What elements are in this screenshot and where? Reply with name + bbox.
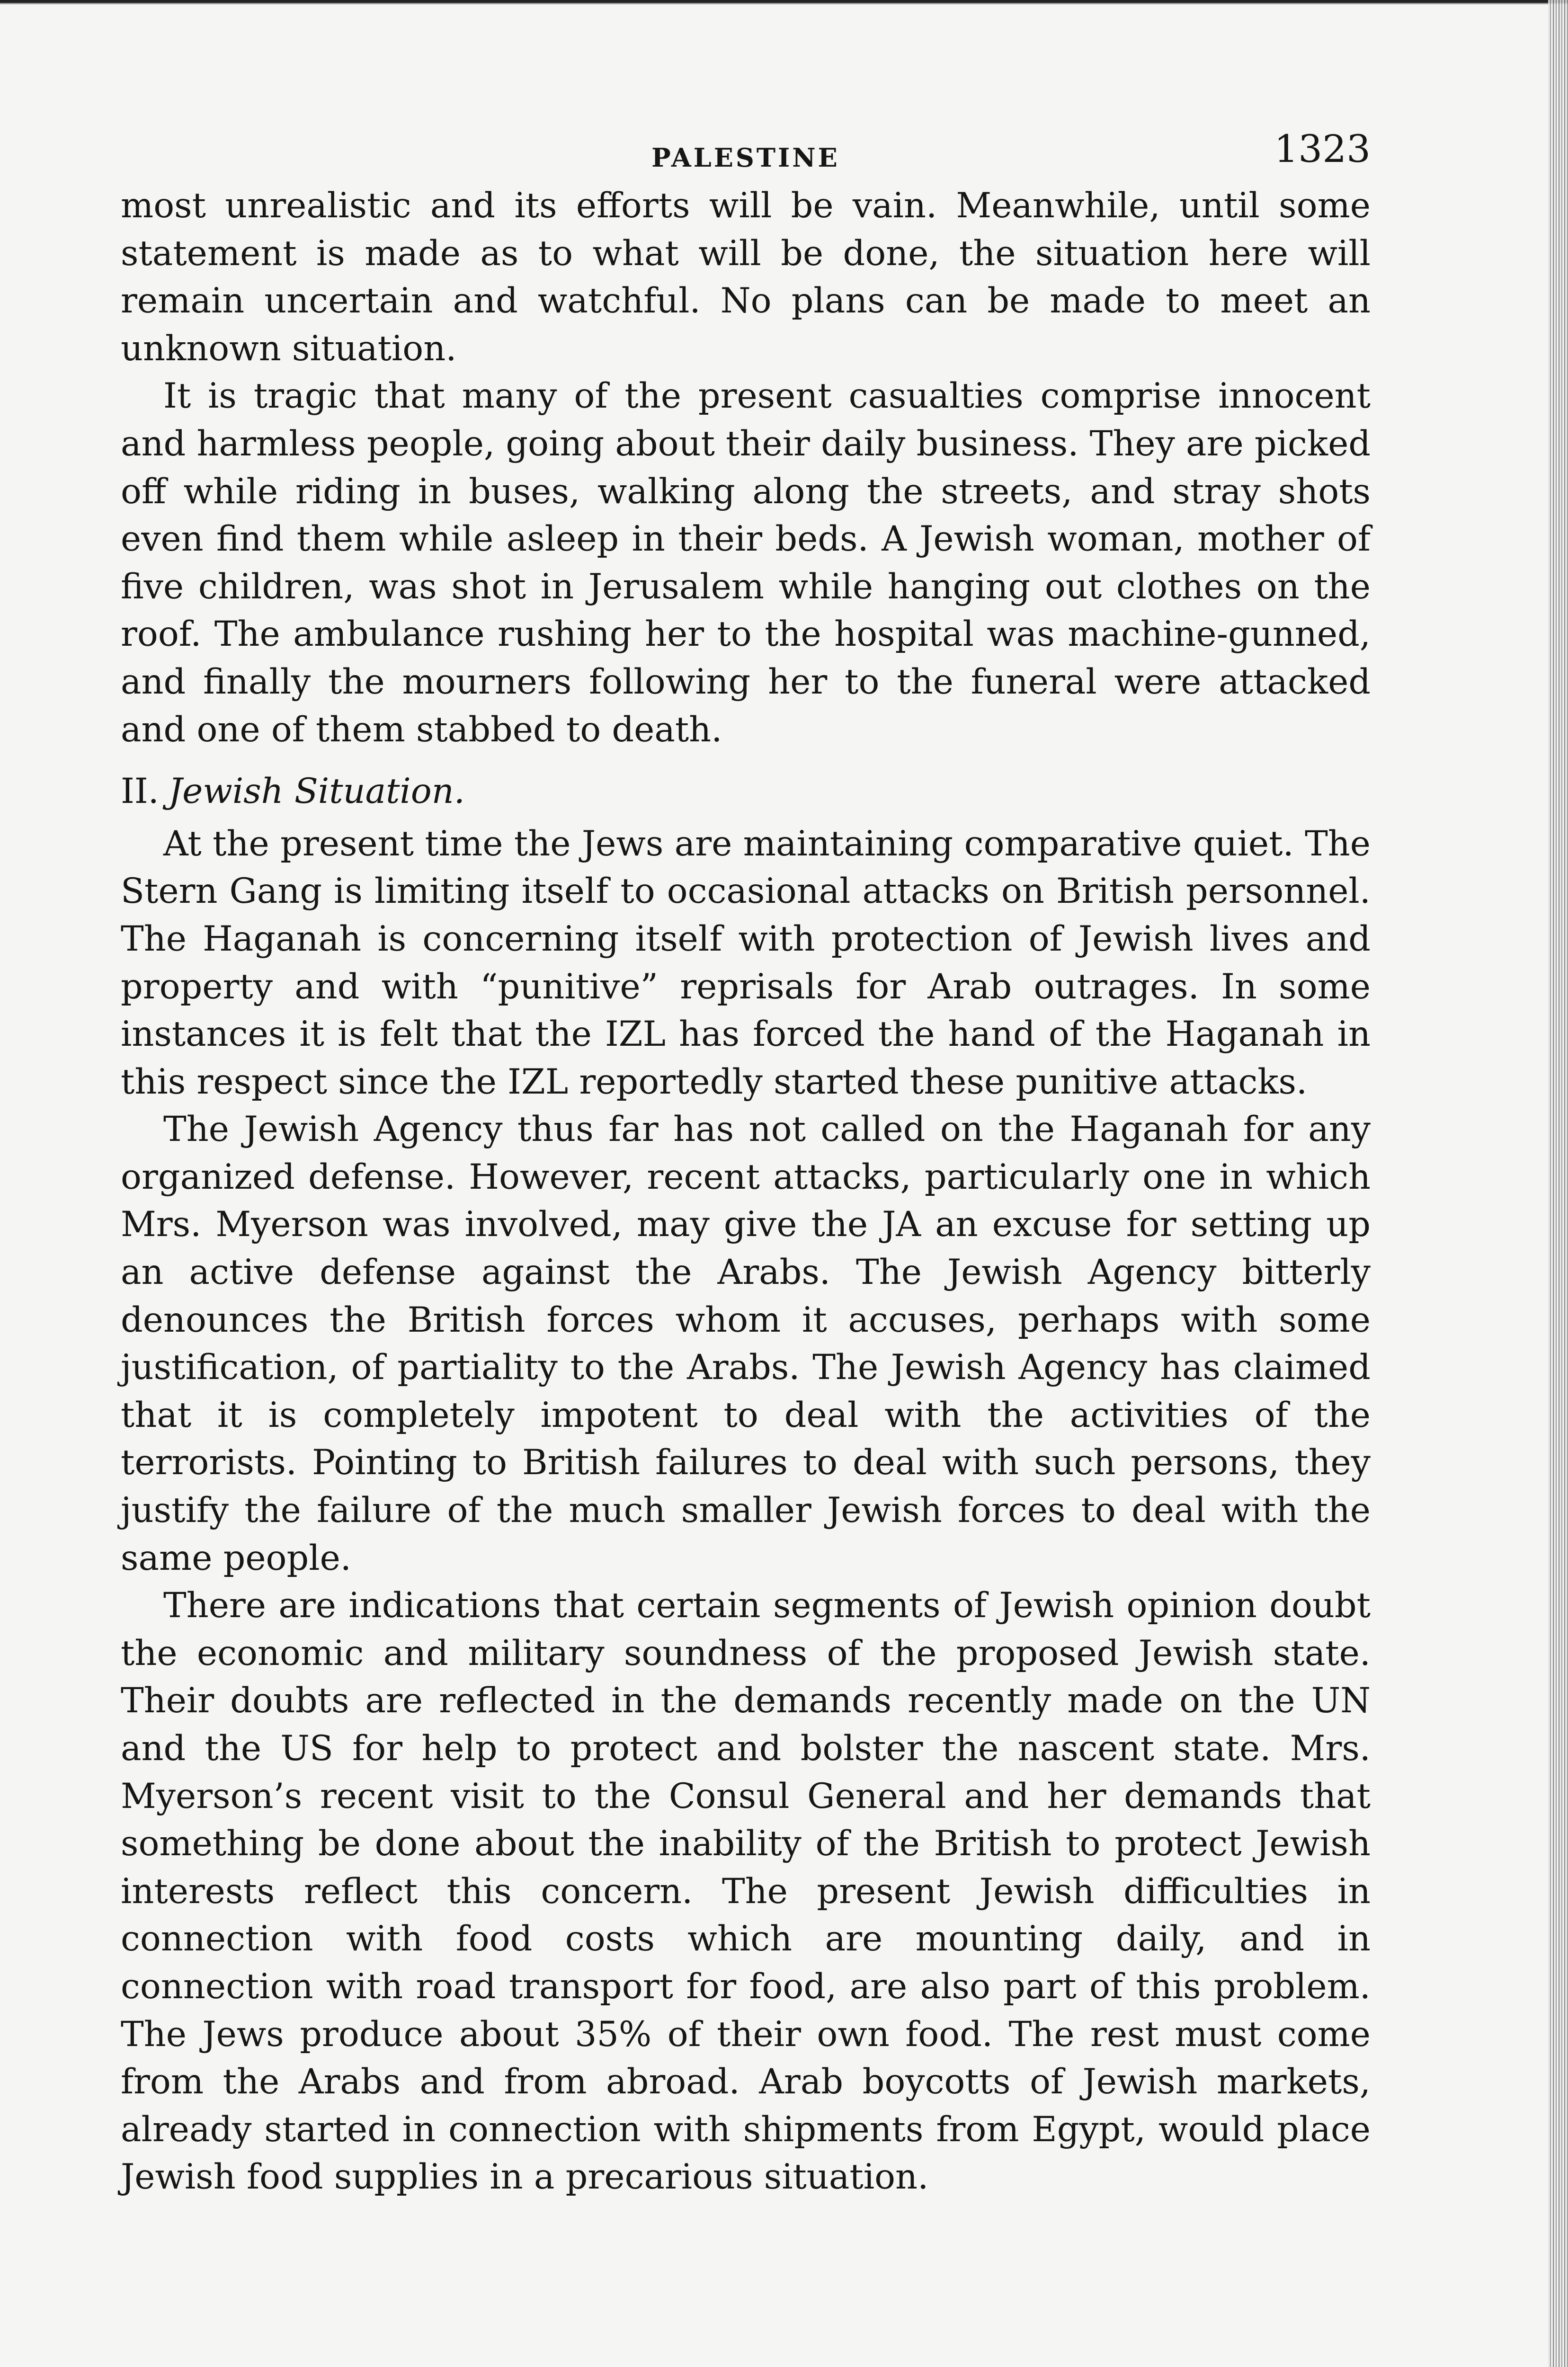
running-head: PALESTINE (651, 142, 840, 173)
section-heading (121, 768, 1371, 816)
page-number: 1323 (1274, 127, 1371, 171)
scan-top-rule (0, 0, 1568, 6)
section-number: II. (121, 771, 159, 812)
body-text (121, 182, 1371, 2201)
scan-page-edge (1548, 0, 1568, 2367)
paragraph-jewish-agency: The Jewish Agency thus far has not called on the Haganah for any organized defense. However, recent attacks, particularly one in which Mrs. Myerson was involved, may give the JA an excuse for setting up an active defense against the Arabs. The Jewish Agency bitterly denounces the British forces whom it accuses, perhaps with some justification, of partiality to the Arabs. The Jewish Agency has claimed that it is completely impotent to deal with the activities of the terrorists. Pointing to British failures to deal with such persons, they justify the failure of the much smaller Jewish forces to deal with the same people. (121, 1109, 1371, 1578)
section-title: Jewish Situation. (168, 771, 465, 812)
paragraph-continued: most unrealistic and its efforts will be vain. Meanwhile, until some statement is made as to what will be done, the situation here will remain uncertain and watchful. No plans can be made to meet an unknown situation. (121, 186, 1371, 369)
paragraph-casualties: It is tragic that many of the present casualties comprise innocent and harmless people, going about their daily business. They are picked off while riding in buses, walking along the streets, and stray shots even find them while asleep in their beds. A Jewish woman, mother of five children, was shot in Jerusalem while hanging out clothes on the roof. The ambulance rushing her to the hospital was machine-gunned, and finally the mourners following her to the funeral were attacked and one of them stabbed to death. (121, 376, 1371, 750)
paragraph-jewish-quiet: At the present time the Jews are maintaining comparative quiet. The Stern Gang is limiting itself to occasional attacks on British personnel. The Haganah is concerning itself with protection of Jewish lives and property and with “punitive” reprisals for Arab outrages. In some instances it is felt that the IZL has forced the hand of the Haganah in this respect since the IZL reportedly started these punitive attacks. (121, 823, 1371, 1102)
page-header (121, 127, 1371, 182)
document-page (121, 127, 1371, 2201)
paragraph-jewish-opinion: There are indications that certain segments of Jewish opinion doubt the economic and military soundness of the proposed Jewish state. Their doubts are reflected in the demands recently made on the UN and the US for help to protect and bolster the nascent state. Mrs. Myerson’s recent visit to the Consul General and her demands that something be done about the inability of the British to protect Jewish interests reflect this concern. The present Jewish difficulties in connection with food costs which are mounting daily, and in connection with road transport for food, are also part of this problem. The Jews produce about 35% of their own food. The rest must come from the Arabs and from abroad. Arab boycotts of Jewish markets, already started in connection with shipments from Egypt, would place Jewish food supplies in a precarious situation. (121, 1585, 1371, 2198)
